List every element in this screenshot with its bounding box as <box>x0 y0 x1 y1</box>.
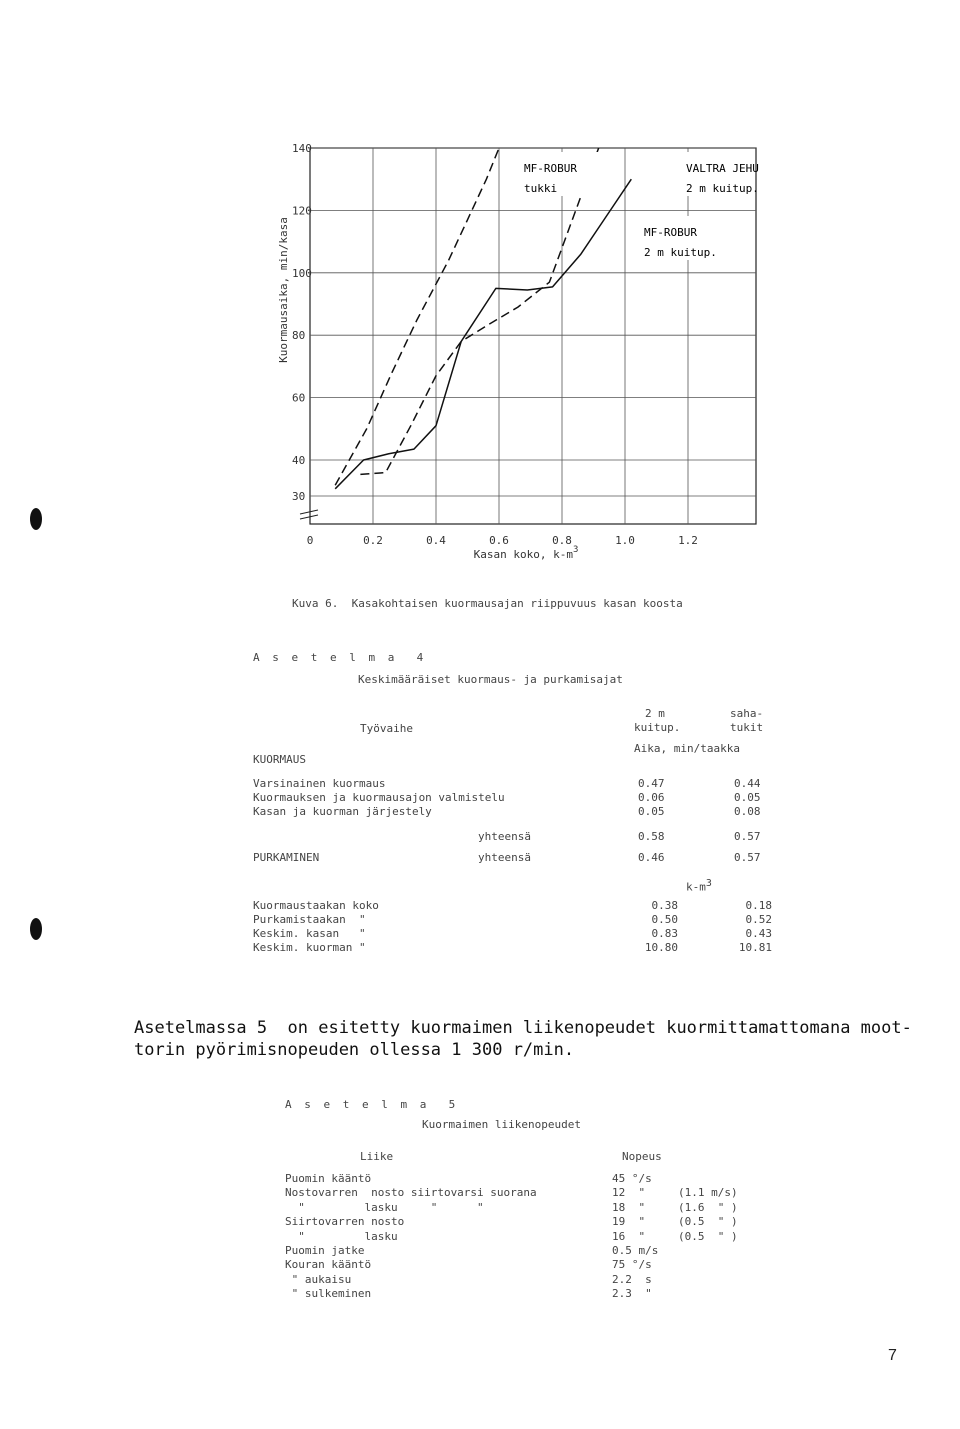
table4-volume-row-col2: 0.43 <box>745 927 772 940</box>
table4-header-col2-line2: tukit <box>730 721 764 734</box>
svg-text:MF-ROBUR: MF-ROBUR <box>644 226 697 239</box>
table5-row-extra: (0.5 " ) <box>678 1215 738 1229</box>
table5-row-value: 75 °/s <box>612 1258 652 1272</box>
plot-frame <box>310 148 756 524</box>
y-tick-label: 60 <box>292 391 306 405</box>
svg-text:MF-ROBUR: MF-ROBUR <box>524 162 577 175</box>
loading-time-chart <box>260 130 780 590</box>
table5-row-value: 2.2 s <box>612 1272 652 1286</box>
table4-row-label: Varsinainen kuormaus <box>253 777 386 790</box>
table4-volume-row-col2: 0.52 <box>745 913 772 926</box>
table4-row-col2: 0.44 <box>734 777 761 790</box>
figure-caption: Kuva 6. Kasakohtaisen kuormausajan riippuvuus kasan koosta <box>292 597 683 610</box>
table4-volume-row-col1: 0.38 <box>651 899 678 912</box>
x-tick-label: 0.2 <box>363 534 383 547</box>
table5-header-liike: Liike <box>360 1150 394 1163</box>
table4-row-col2: 0.05 <box>734 791 761 804</box>
table4-header-col1-line2: kuitup. <box>634 721 681 734</box>
table4-total2-col1: 0.46 <box>638 851 665 864</box>
axis-break-mark <box>300 510 318 519</box>
table4-volume-row-label: Kuormaustaakan koko <box>253 899 379 912</box>
table4-volume-row-col1: 0.50 <box>651 913 678 926</box>
table4-total2-label: yhteensä <box>478 851 531 864</box>
paragraph-line-1: Asetelmassa 5 on esitetty kuormaimen liikenopeudet kuormittamattomana moot- <box>134 1018 912 1038</box>
table5-row-label: Kouran kääntö <box>285 1258 372 1272</box>
svg-text:2 m kuitup.: 2 m kuitup. <box>686 182 759 195</box>
table5-row-value: 45 °/s <box>612 1172 652 1185</box>
table5-row-label: " lasku <box>285 1229 398 1243</box>
table5-row-value: 16 " <box>612 1229 646 1243</box>
table4-volume-row-col2: 0.18 <box>745 899 772 912</box>
table5-row-label: Siirtovarren nosto <box>285 1215 405 1229</box>
table4-row-col1: 0.47 <box>638 777 665 790</box>
table4-total1-col2: 0.57 <box>734 830 761 843</box>
y-tick-label: 100 <box>292 266 312 280</box>
series-line-2 <box>335 179 631 489</box>
table5-row-label: Puomin kääntö <box>285 1172 372 1185</box>
x-tick-label: 1.0 <box>615 534 635 547</box>
table5-row-value: 18 " <box>612 1200 646 1214</box>
page-number: 7 <box>888 1347 897 1364</box>
table4-volume-row-col1: 10.80 <box>644 941 678 954</box>
scan-blot-bottom <box>30 918 42 940</box>
table5-row-label: " sulkeminen <box>285 1287 372 1301</box>
table5-row-label: " aukaisu <box>285 1272 352 1286</box>
table5-row-label: Puomin jatke <box>285 1244 365 1257</box>
x-tick-label: 0 <box>306 534 314 547</box>
table4-title: A s e t e l m a 4 <box>253 651 427 664</box>
scan-blot-top <box>30 508 42 530</box>
table5-row-extra: (1.1 m/s) <box>678 1186 738 1200</box>
table4-row-col2: 0.08 <box>734 805 761 818</box>
x-tick-label: 1.2 <box>678 534 698 547</box>
svg-text:2 m kuitup.: 2 m kuitup. <box>644 246 717 259</box>
table4-unit-time: Aika, min/taakka <box>634 742 740 755</box>
x-tick-labels <box>307 534 698 547</box>
x-tick-label: 0.4 <box>426 534 446 547</box>
table5-title: A s e t e l m a 5 <box>285 1098 459 1111</box>
x-tick-label: 0.8 <box>552 534 572 547</box>
svg-text:VALTRA JEHU: VALTRA JEHU <box>686 162 759 175</box>
table4-volume-row-col2: 10.81 <box>738 941 772 954</box>
y-axis-label: Kuormausaika, min/kasa <box>277 217 290 363</box>
table4-section-purkaminen: PURKAMINEN <box>253 851 320 864</box>
svg-text:tukki: tukki <box>524 182 558 195</box>
table5-row-extra: (1.6 " ) <box>678 1200 738 1214</box>
series-line-1 <box>335 132 505 485</box>
paragraph-line-2: torin pyörimisnopeuden ollessa 1 300 r/min. <box>134 1040 575 1060</box>
table4-row-label: Kasan ja kuorman järjestely <box>253 805 432 818</box>
table5-row-value: 2.3 " <box>612 1287 652 1301</box>
table4-header-col2-line1: saha- <box>730 707 764 720</box>
table5-row-value: 12 " <box>612 1186 646 1200</box>
table5-row-value: 0.5 m/s <box>612 1244 659 1257</box>
x-tick-label: 0.6 <box>489 534 509 547</box>
table4-header-tyovaihe: Työvaihe <box>360 722 413 735</box>
y-tick-labels <box>292 142 312 503</box>
table5-row-label: " lasku " " <box>285 1200 484 1214</box>
y-tick-label: 140 <box>292 142 312 155</box>
table4-unit-volume: $k-m^3$ <box>686 878 712 894</box>
y-tick-label: 120 <box>292 204 312 218</box>
table4-volume-row-col1: 0.83 <box>651 927 678 940</box>
table5-subtitle: Kuormaimen liikenopeudet <box>422 1118 581 1131</box>
table4-total1-col1: 0.58 <box>638 830 665 843</box>
table5-row-extra: (0.5 " ) <box>678 1229 738 1243</box>
chart-grid <box>310 148 756 524</box>
y-tick-label: 40 <box>292 454 306 467</box>
table4-row-col1: 0.06 <box>638 791 665 804</box>
table4-volume-row-label: Purkamistaakan " <box>253 913 366 926</box>
y-tick-label: 80 <box>292 329 306 343</box>
table4-row-col1: 0.05 <box>638 805 665 818</box>
table4-total1-label: yhteensä <box>478 830 531 843</box>
table4-volume-row-label: Keskim. kuorman " <box>253 941 366 954</box>
table5-header-nopeus: Nopeus <box>622 1150 662 1163</box>
label-mf-robur-kuitup <box>638 216 728 260</box>
label-mf-robur-tukki <box>518 152 604 196</box>
table4-row-label: Kuormauksen ja kuormausajon valmistelu <box>253 791 505 804</box>
table5-row-value: 19 " <box>612 1215 646 1229</box>
table4-volume-row-label: Keskim. kasan " <box>253 927 366 940</box>
table4-header-col1-line1: 2 m <box>645 707 665 720</box>
table4-subtitle: Keskimääräiset kuormaus- ja purkamisajat <box>358 673 623 686</box>
table4-total2-col2: 0.57 <box>734 851 761 864</box>
table5-row-label: Nostovarren nosto siirtovarsi suorana <box>285 1186 537 1200</box>
table4-section-kuormaus: KUORMAUS <box>253 753 306 766</box>
x-axis-label: Kasan koko, $k-m^3$ <box>473 545 579 561</box>
y-tick-label: 30 <box>292 490 306 503</box>
label-valtra-jehu <box>680 152 759 196</box>
